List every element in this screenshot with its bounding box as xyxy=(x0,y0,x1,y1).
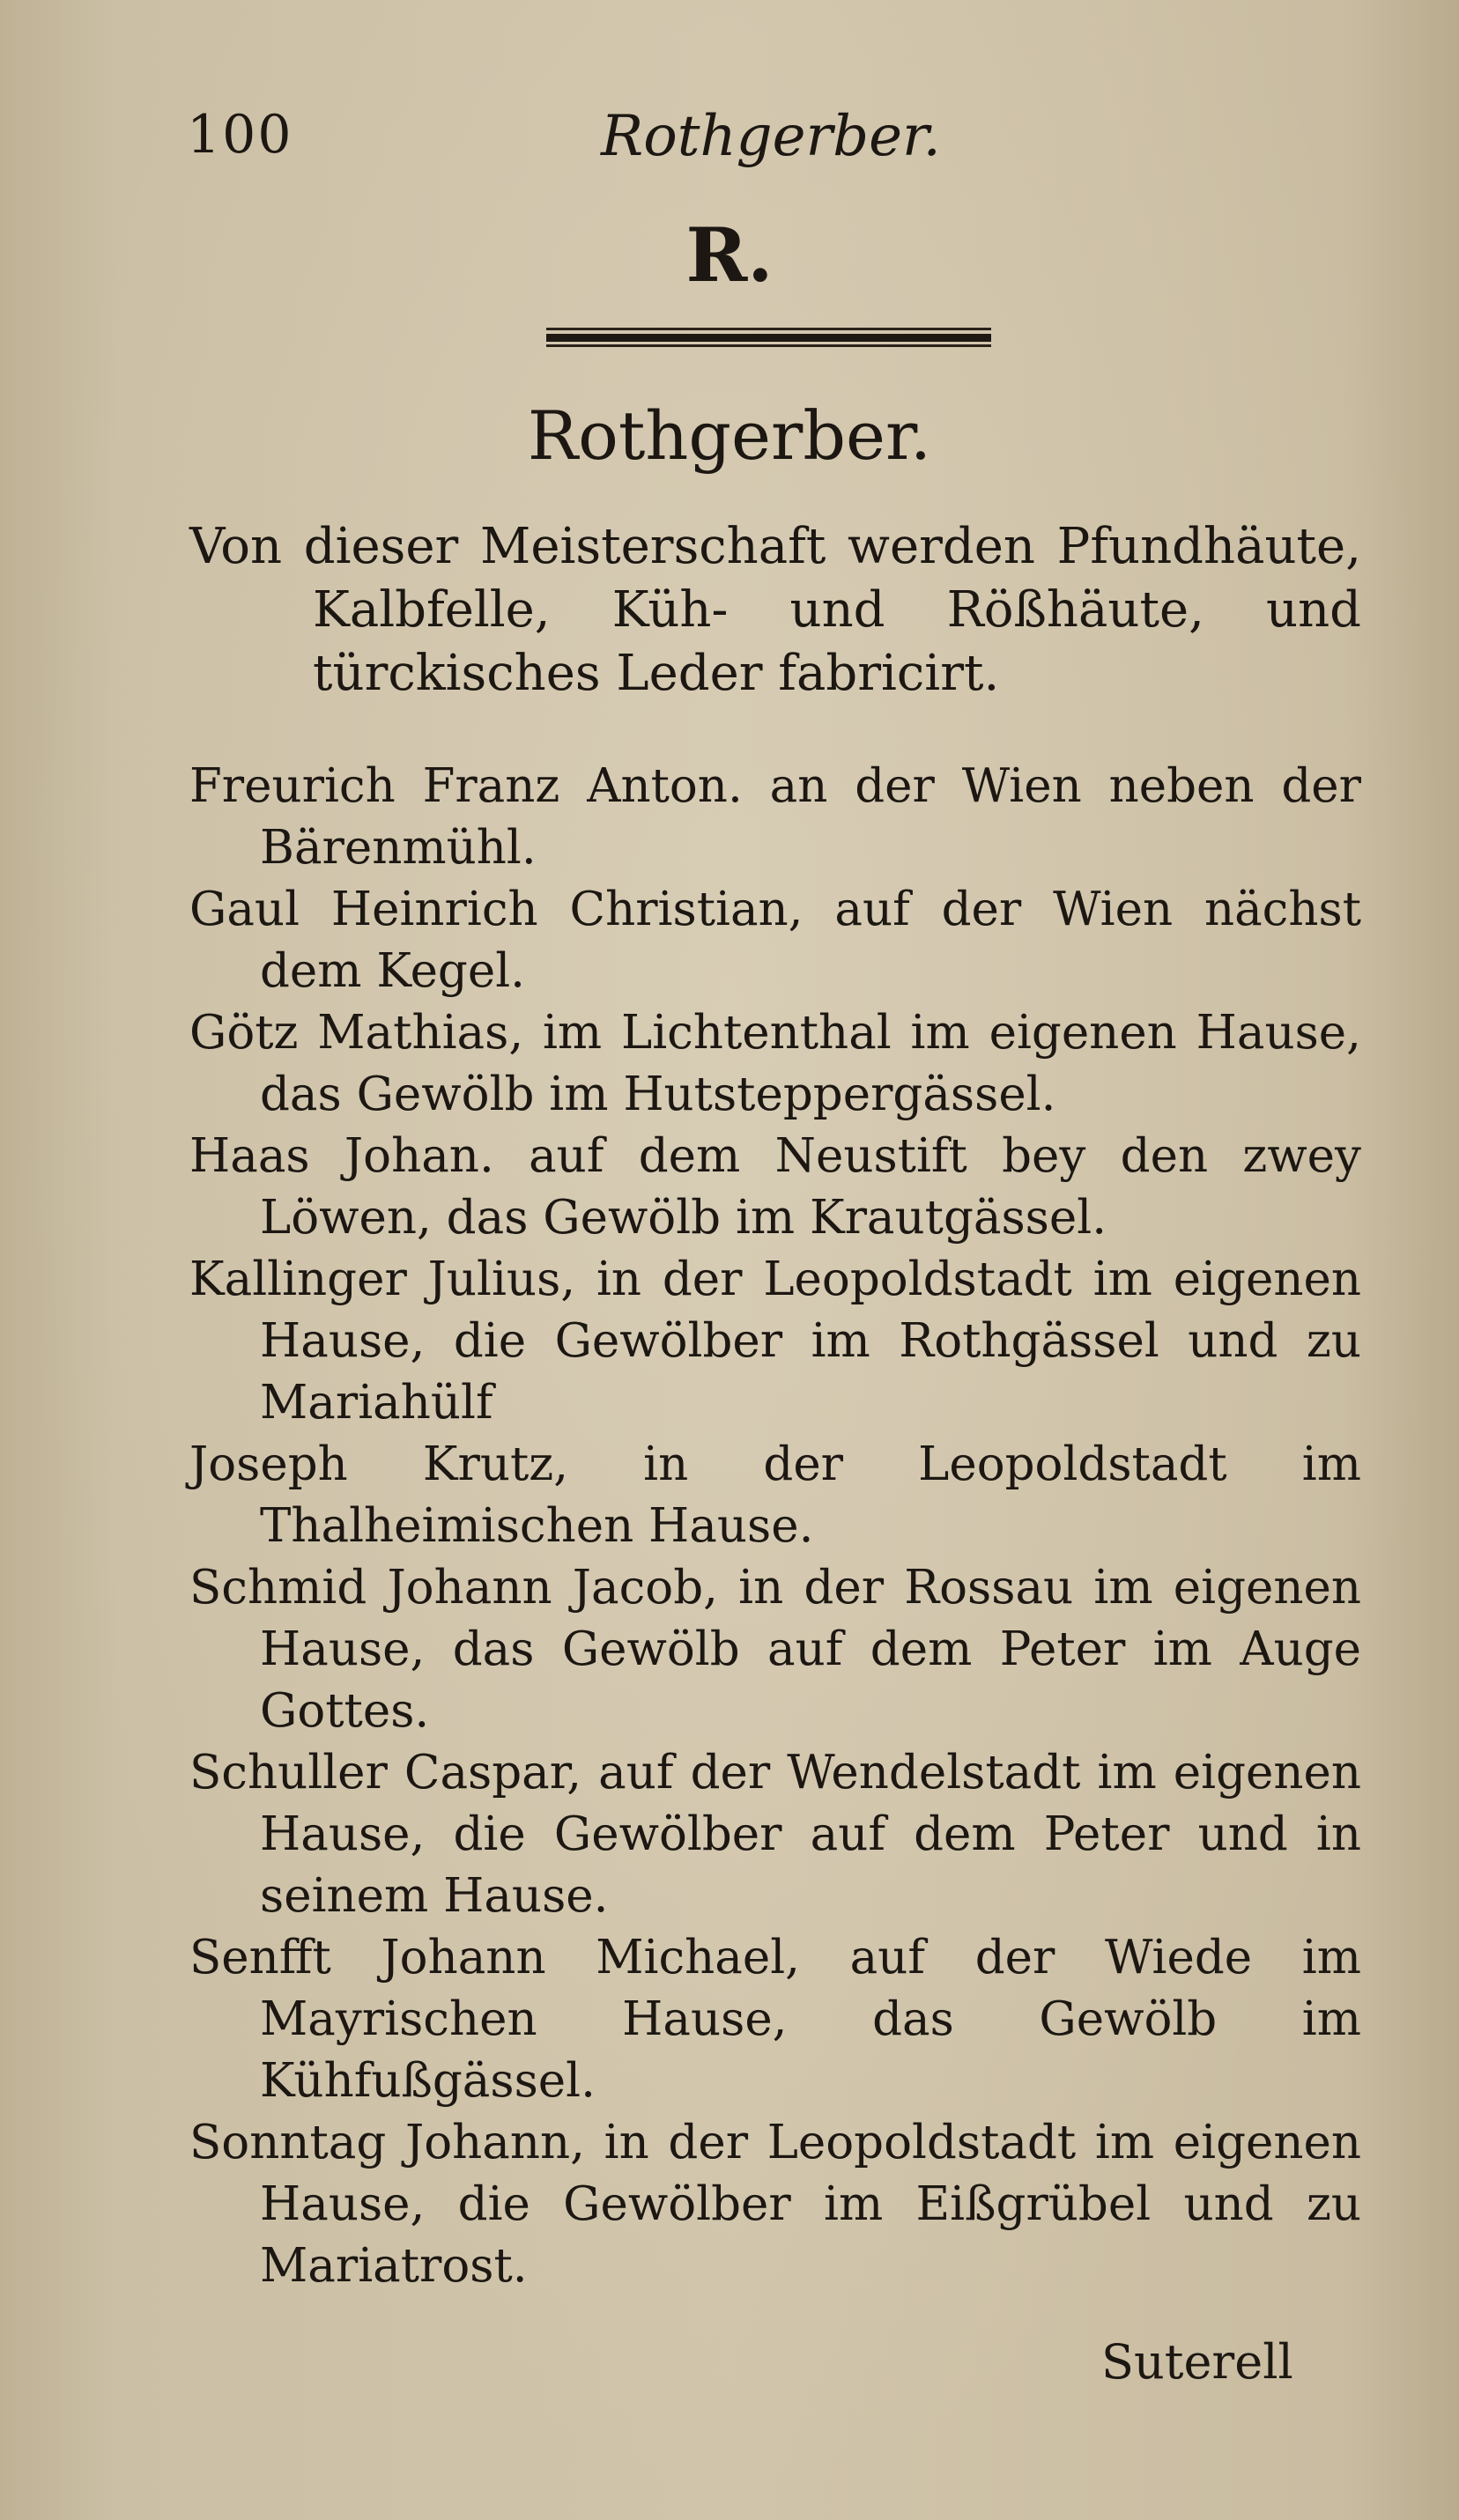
page-header xyxy=(187,104,962,183)
list-item: Gaul Heinrich Christian, auf der Wien nächst dem Kegel. xyxy=(189,883,1361,998)
rule-line-thick xyxy=(546,334,991,342)
rule-line-top xyxy=(546,328,991,330)
section-letter: R. xyxy=(685,211,774,299)
rule-line-bottom xyxy=(546,344,991,347)
list-item: Götz Mathias, im Lichtenthal im eigenen Hause, das Gewölb im Hutsteppergässel. xyxy=(189,1006,1361,1121)
ornamental-rule xyxy=(546,328,991,347)
list-item: Schmid Johann Jacob, in der Rossau im eigenen Hause, das Gewölb auf dem Peter im Auge Gottes. xyxy=(189,1561,1361,1738)
list-item: Senfft Johann Michael, auf der Wiede im Mayrischen Hause, das Gewölb im Kühfußgässel. xyxy=(189,1931,1361,2108)
list-item: Sonntag Johann, in der Leopoldstadt im eigenen Hause, die Gewölber im Eißgrübel und zu Mariatrost. xyxy=(189,2116,1361,2293)
list-item: Freurich Franz Anton. an der Wien neben der Bärenmühl. xyxy=(189,759,1361,875)
page-number: 100 xyxy=(187,104,293,166)
section-title: Rothgerber. xyxy=(527,396,932,475)
catchword: Suterell xyxy=(1101,2334,1293,2390)
intro-paragraph: Von dieser Meisterschaft werden Pfundhäute, Kalbfelle, Küh- und Rößhäute, und türckisches Leder fabricirt. xyxy=(189,518,1361,702)
list-item: Kallinger Julius, in der Leopoldstadt im eigenen Hause, die Gewölber im Rothgässel und zu Mariahülf xyxy=(189,1253,1361,1430)
entry-list xyxy=(189,756,1361,2297)
running-title: Rothgerber. xyxy=(601,104,941,169)
list-item: Haas Johan. auf dem Neustift bey den zwey Löwen, das Gewölb im Krautgässel. xyxy=(189,1129,1361,1245)
list-item: Joseph Krutz, in der Leopoldstadt im Thalheimischen Hause. xyxy=(189,1437,1361,1553)
list-item: Schuller Caspar, auf der Wendelstadt im eigenen Hause, die Gewölber auf dem Peter und in seinem Hause. xyxy=(189,1746,1361,1923)
